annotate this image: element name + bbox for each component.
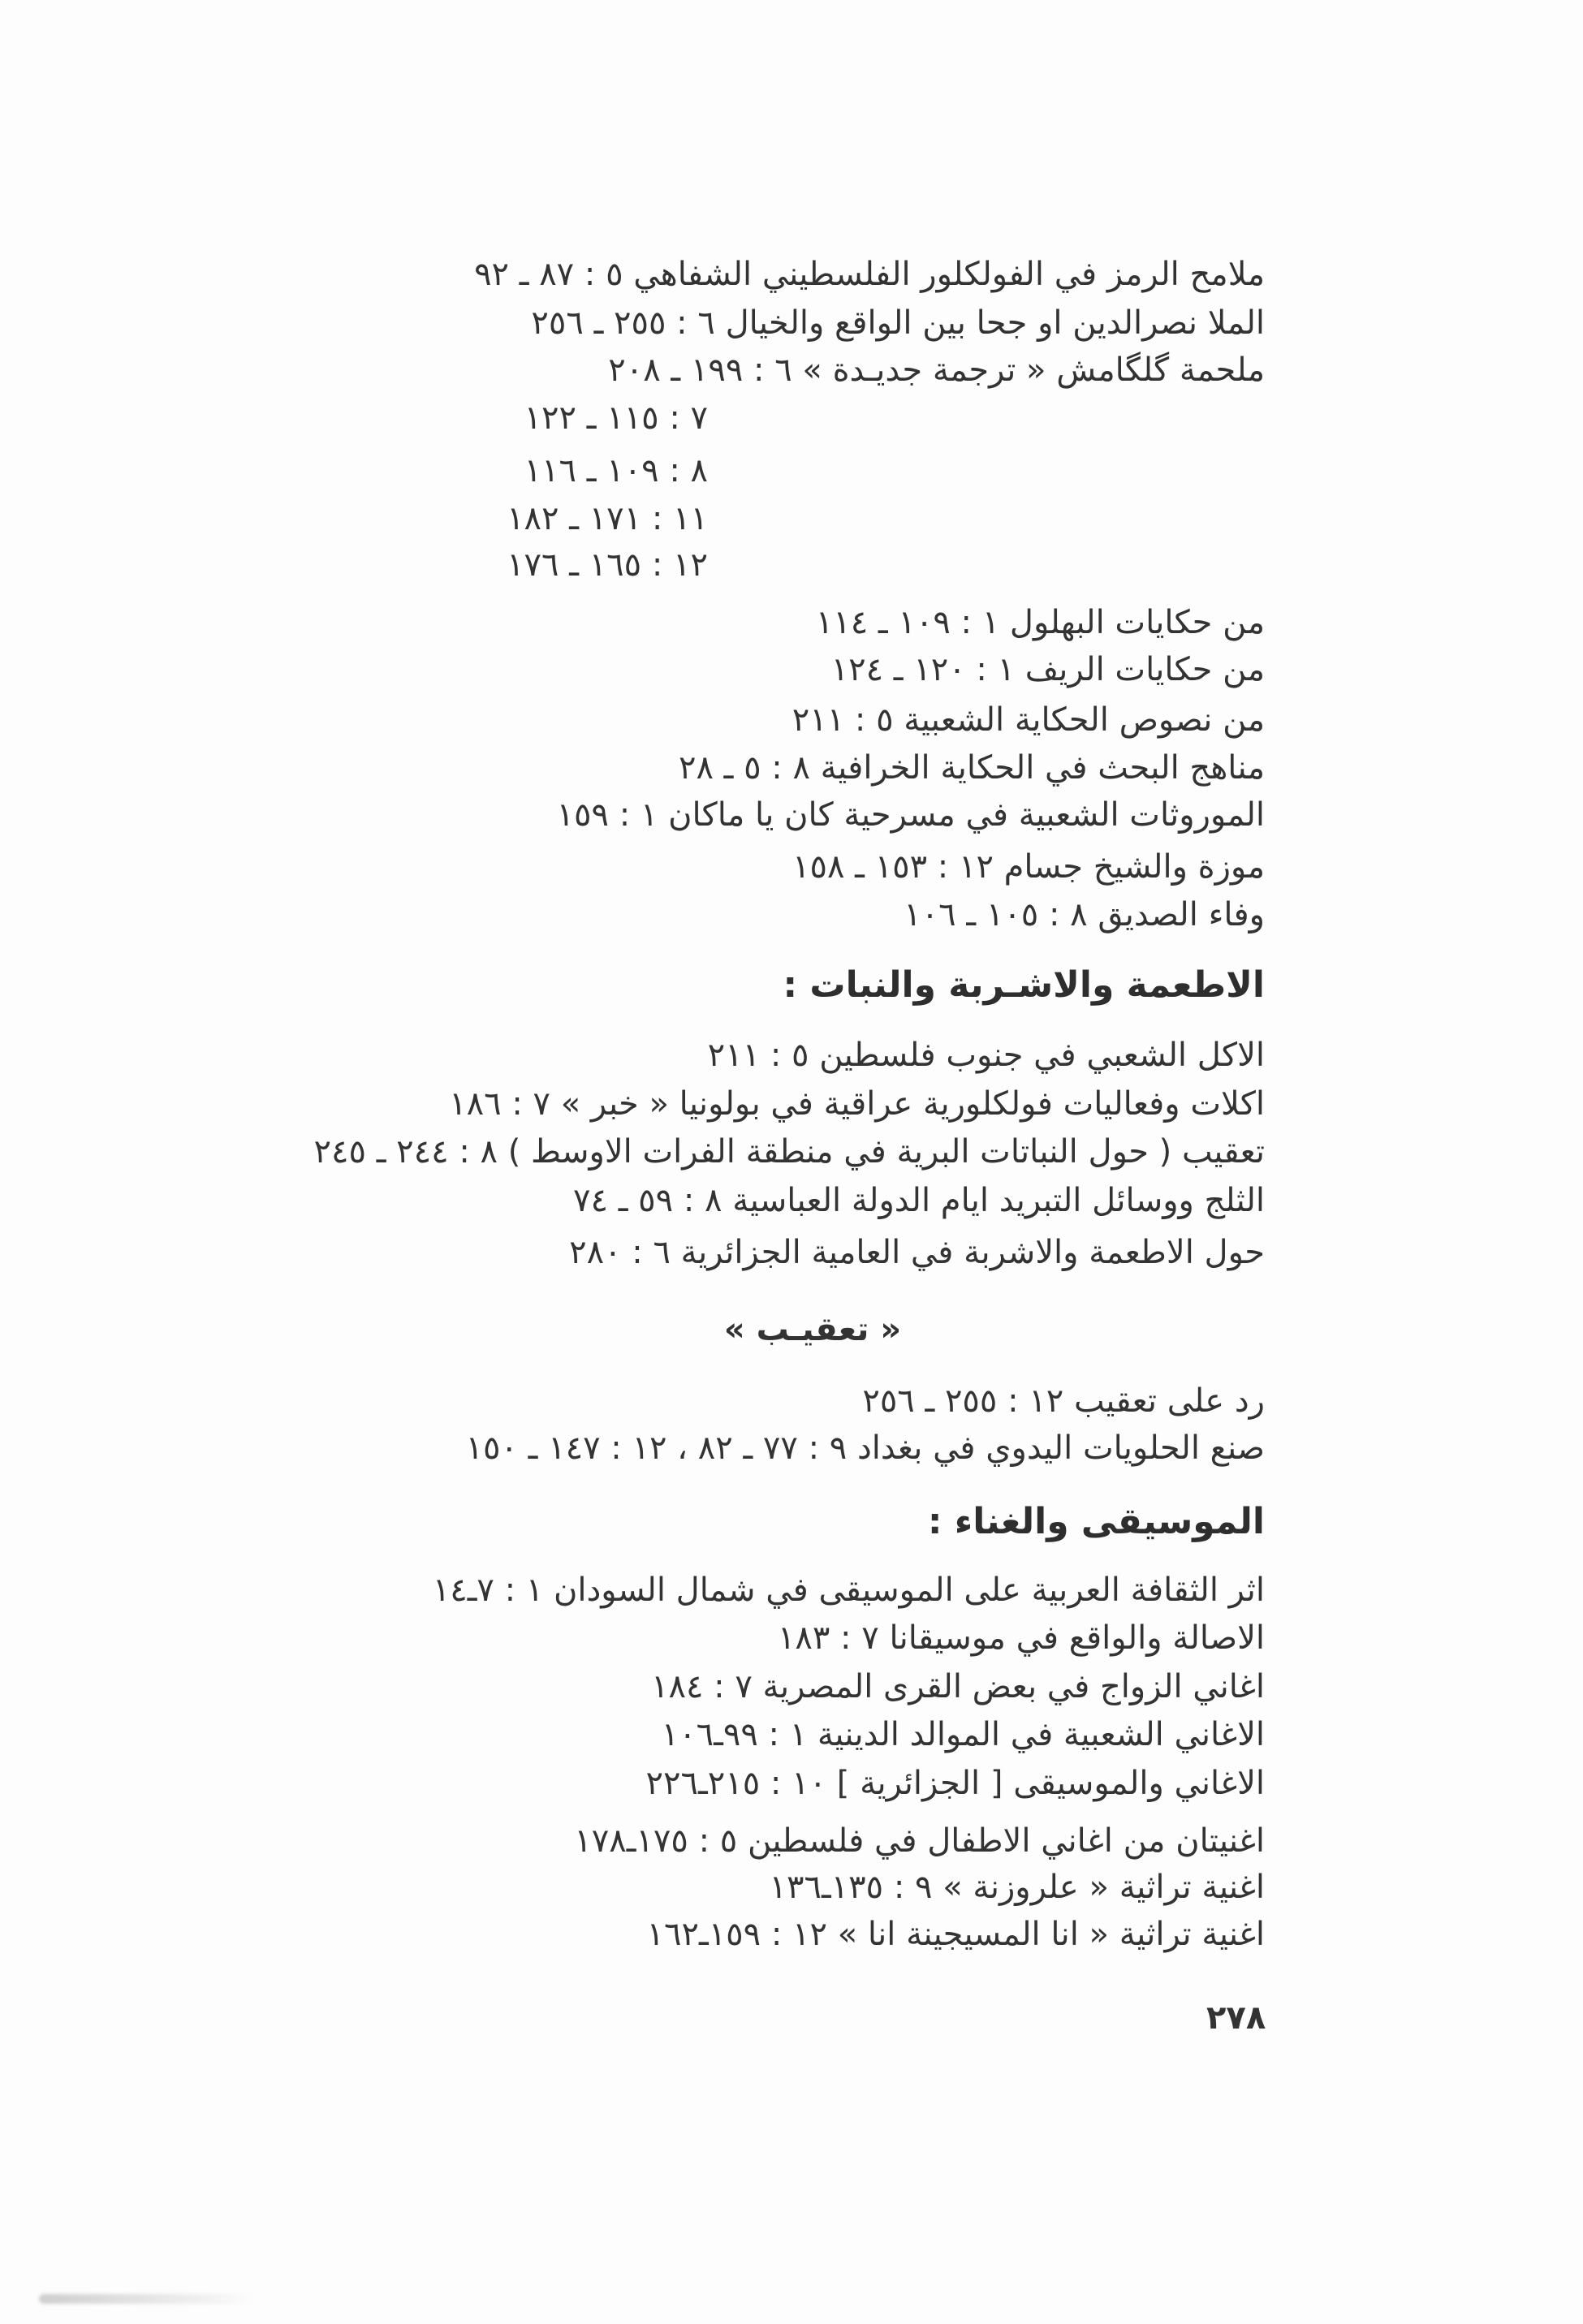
section-heading-food: الاطعمة والاشـربة والنبات : [783, 964, 1265, 1006]
index-entry: اغنية تراثية « علروزنة » ٩ : ١٣٥ـ١٣٦ [769, 1869, 1265, 1906]
index-entry-continuation: ٧ : ١١٥ ـ ١٢٢ [524, 399, 708, 437]
index-entry: اغاني الزواج في بعض القرى المصرية ٧ : ١٨٤ [650, 1668, 1265, 1705]
index-entry: من حكايات الريف ١ : ١٢٠ ـ ١٢٤ [830, 651, 1265, 688]
index-entry: اغنيتان من اغاني الاطفال في فلسطين ٥ : ١٧٥ـ١٧٨ [574, 1822, 1265, 1860]
index-entry: الاصالة والواقع في موسيقانا ٧ : ١٨٣ [777, 1619, 1265, 1657]
section-heading-music: الموسيقى والغناء : [927, 1501, 1265, 1542]
index-entry: تعقيب ( حول النباتات البرية في منطقة الفرات الاوسط ) ٨ : ٢٤٤ ـ ٢٤٥ [313, 1133, 1265, 1171]
index-entry: وفاء الصديق ٨ : ١٠٥ ـ ١٠٦ [904, 896, 1265, 933]
index-entry: الاغاني الشعبية في الموالد الدينية ١ : ٩٩ـ١٠٦ [661, 1716, 1265, 1753]
index-entry: الثلج ووسائل التبريد ايام الدولة العباسية ٨ : ٥٩ ـ ٧٤ [573, 1182, 1265, 1219]
subheading-commentary: « تعقيـب » [723, 1311, 902, 1348]
index-entry: الاغاني والموسيقى [ الجزائرية ] ١٠ : ٢١٥ـ٢٢٦ [645, 1765, 1265, 1802]
page-number: ٢٧٨ [1206, 1999, 1266, 2037]
index-entry: رد على تعقيب ١٢ : ٢٥٥ ـ ٢٥٦ [862, 1382, 1265, 1420]
index-entry: الملا نصرالدين او جحا بين الواقع والخيال ٦ : ٢٥٥ ـ ٢٥٦ [531, 304, 1265, 342]
index-entry: حول الاطعمة والاشربة في العامية الجزائرية ٦ : ٢٨٠ [569, 1234, 1265, 1271]
index-entry: مناهج البحث في الحكاية الخرافية ٨ : ٥ ـ ٢٨ [678, 749, 1265, 787]
index-entry: اكلات وفعاليات فولكلورية عراقية في بولونيا « خبر » ٧ : ١٨٦ [449, 1085, 1265, 1123]
index-entry-continuation: ١٢ : ١٦٥ ـ ١٧٦ [507, 546, 708, 584]
scan-smudge [39, 2294, 254, 2304]
index-entry: صنع الحلويات اليدوي في بغداد ٩ : ٧٧ ـ ٨٢ ، ١٢ : ١٤٧ ـ ١٥٠ [465, 1429, 1265, 1467]
index-entry: من نصوص الحكاية الشعبية ٥ : ٢١١ [792, 701, 1265, 739]
index-entry: من حكايات البهلول ١ : ١٠٩ ـ ١١٤ [815, 604, 1265, 641]
index-entry: الموروثات الشعبية في مسرحية كان يا ماكان ١ : ١٥٩ [556, 796, 1265, 834]
index-entry-continuation: ٨ : ١٠٩ ـ ١١٦ [524, 452, 708, 489]
index-entry: موزة والشيخ جسام ١٢ : ١٥٣ ـ ١٥٨ [792, 848, 1265, 886]
index-entry-continuation: ١١ : ١٧١ ـ ١٨٢ [507, 500, 708, 537]
index-entry: ملامح الرمز في الفولكلور الفلسطيني الشفاهي ٥ : ٨٧ ـ ٩٢ [474, 256, 1265, 293]
index-entry: الاكل الشعبي في جنوب فلسطين ٥ : ٢١١ [707, 1037, 1265, 1074]
index-entry: اغنية تراثية « انا المسيجينة انا » ١٢ : ١٥٩ـ١٦٢ [646, 1916, 1265, 1953]
index-entry: اثر الثقافة العربية على الموسيقى في شمال السودان ١ : ٧ـ١٤ [432, 1572, 1265, 1609]
index-entry: ملحمة گلگامش « ترجمة جديـدة » ٦ : ١٩٩ ـ ٢٠٨ [608, 351, 1265, 389]
